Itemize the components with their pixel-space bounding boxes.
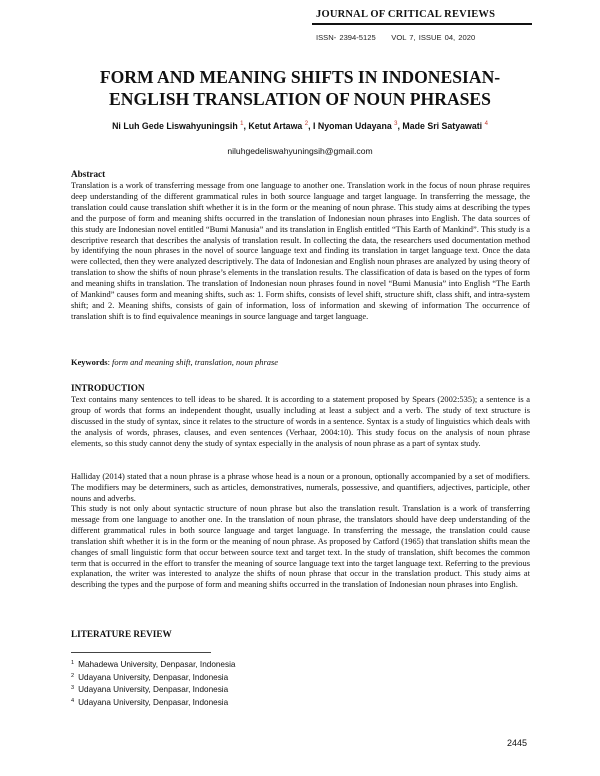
author-email[interactable]: niluhgedeliswahyuningsih@gmail.com — [227, 146, 373, 156]
keywords: Keywords: form and meaning shift, translation, noun phrase — [71, 357, 278, 367]
footnote: $^1$ Mahadewa University, Denpasar, Indonesia — [71, 660, 236, 669]
issn: ISSN- 2394-5125 — [316, 33, 376, 42]
abstract-text: Translation is a work of transferring message from one language to another one. Translation work in the focus of noun phrase requires deep understanding of the different grammatical rules in both source language and target language. In transferring the message, the translation could cause translation shift whether it is in the form or the meaning of noun phrase. This study aims at describing the types and the purpose of form and meaning shifts occurred in the translation of Indonesian noun phrases into English. The data sources of this study are Indonesian novel entitled “Bumi Manusia” and its translation in English entitled “This Earth of Mankind”. This study is a descriptive research that describes the analysis of translation result. In collecting the data, the researchers used documentation method by identifying the noun phrases in the novel of source language text and finding its translation in target language text. Once the data were collected, then they were analyzed descriptively. The data of Indonesian and English noun phrases are analyzed by using theory of translation to show the shifts of noun phrase’s elements in the translation results. The classification of data is based on the types of form and meaning shifts in translation. The translation of Indonesian noun phrases found in novel “Bumi Manusia” into English “The Earth of Mankind” causes form and meaning shifts, such as: 1. Form shifts, consists of level shift, structure shift, class shift, and intra-system shift; and 2. Meaning shifts, consists of gain of information, loss of information and skewing of information The occurrence of translation shift is to find equivalence meanings in source language and target language. — [71, 180, 530, 321]
intro-paragraph-1: Text contains many sentences to tell ideas to be shared. It is according to a statement proposed by Spears (2002:535); a sentence is a group of words that forms an independent thought, usually including at least a subject and a verb. The study of text structure is discussed in the study of syntax, since it relates to the structure of words in a sentence. Syntax is a study of linguistics which deals with the analysis of words, phrases, clauses, and even sentences (Verhaar, 2004:10). This study focus on the analysis of noun phrase elements, so this study cannot deny the study of syntax especially in the analysis of noun phrase as a part of syntax study. — [71, 394, 530, 448]
volume-issue: VOL 7, ISSUE 04, 2020 — [391, 33, 476, 42]
footnote: $^4$ Udayana University, Denpasar, Indonesia — [71, 698, 229, 708]
footnotes — [71, 658, 371, 709]
keywords-text: form and meaning shift, translation, noun phrase — [112, 357, 278, 367]
introduction-heading: INTRODUCTION — [71, 383, 145, 393]
journal-name: JOURNAL OF CRITICAL REVIEWS — [316, 9, 496, 20]
affiliation-mark: 2 — [304, 121, 309, 128]
intro-paragraph-3: This study is not only about syntactic structure of noun phrase but also the translation result. Translation is a work of transferring message from one language to another one. In the translation of noun phrase, the translators should have deep understanding of the different grammatical rules in both source language and target language. In transferring the message, the translation could cause translation shift whether it is in the form or the meaning of noun phrase. As proposed by Catford (1965) that translation shifts mean the changes of small linguistic form that occur between source text and target text. In the study of translation, shift becomes the common term that is occurred in the effort to transfer the meaning of source language text into the target language text. Referring to the previous explanation, the writer was interested to analyze the shifts of noun phrase that occur in the translation product. This study aims at describing the types and the purpose of form and meaning shifts occurred in the translation of Indonesian noun phrases into English. — [71, 503, 530, 590]
footnote: $^2$ Udayana University, Denpasar, Indonesia — [71, 672, 229, 682]
paper-title: FORM AND MEANING SHIFTS IN INDONESIAN-ENGLISH TRANSLATION OF NOUN PHRASES — [99, 67, 501, 109]
footnote: $^3$ Udayana University, Denpasar, Indonesia — [71, 685, 229, 695]
header-rule — [312, 23, 532, 25]
affiliation-mark: 4 — [484, 121, 488, 128]
literature-review-heading: LITERATURE REVIEW — [71, 629, 172, 639]
footnote-rule — [71, 652, 211, 653]
issn-line — [316, 33, 475, 42]
keywords-label: Keywords — [71, 357, 108, 367]
intro-paragraph-2: Halliday (2014) stated that a noun phrase is a phrase whose head is a noun or a pronoun, optionally accompanied by a set of modifiers. The modifiers may be determiners, such as articles, demonstratives, numerals, possessive, and quantifiers, adjectives, participle, other nouns and adverbs. — [71, 471, 530, 503]
author-name: Ketut Artawa — [248, 121, 303, 131]
author-name: I Nyoman Udayana — [313, 121, 392, 131]
abstract-heading: Abstract — [71, 169, 106, 179]
affiliation-mark: 1 — [240, 121, 244, 128]
affiliation-mark: 3 — [394, 121, 398, 128]
author-name: Made Sri Satyawati — [402, 121, 483, 131]
author-list: Ni Luh Gede Liswahyuningsih $^1$, Ketut Artawa $^2$, I Nyoman Udayana $^3$, Made Sri Satyawati $^4$ — [112, 121, 488, 131]
page-number: 2445 — [507, 738, 528, 748]
author-name: Ni Luh Gede Liswahyuningsih — [112, 121, 238, 131]
